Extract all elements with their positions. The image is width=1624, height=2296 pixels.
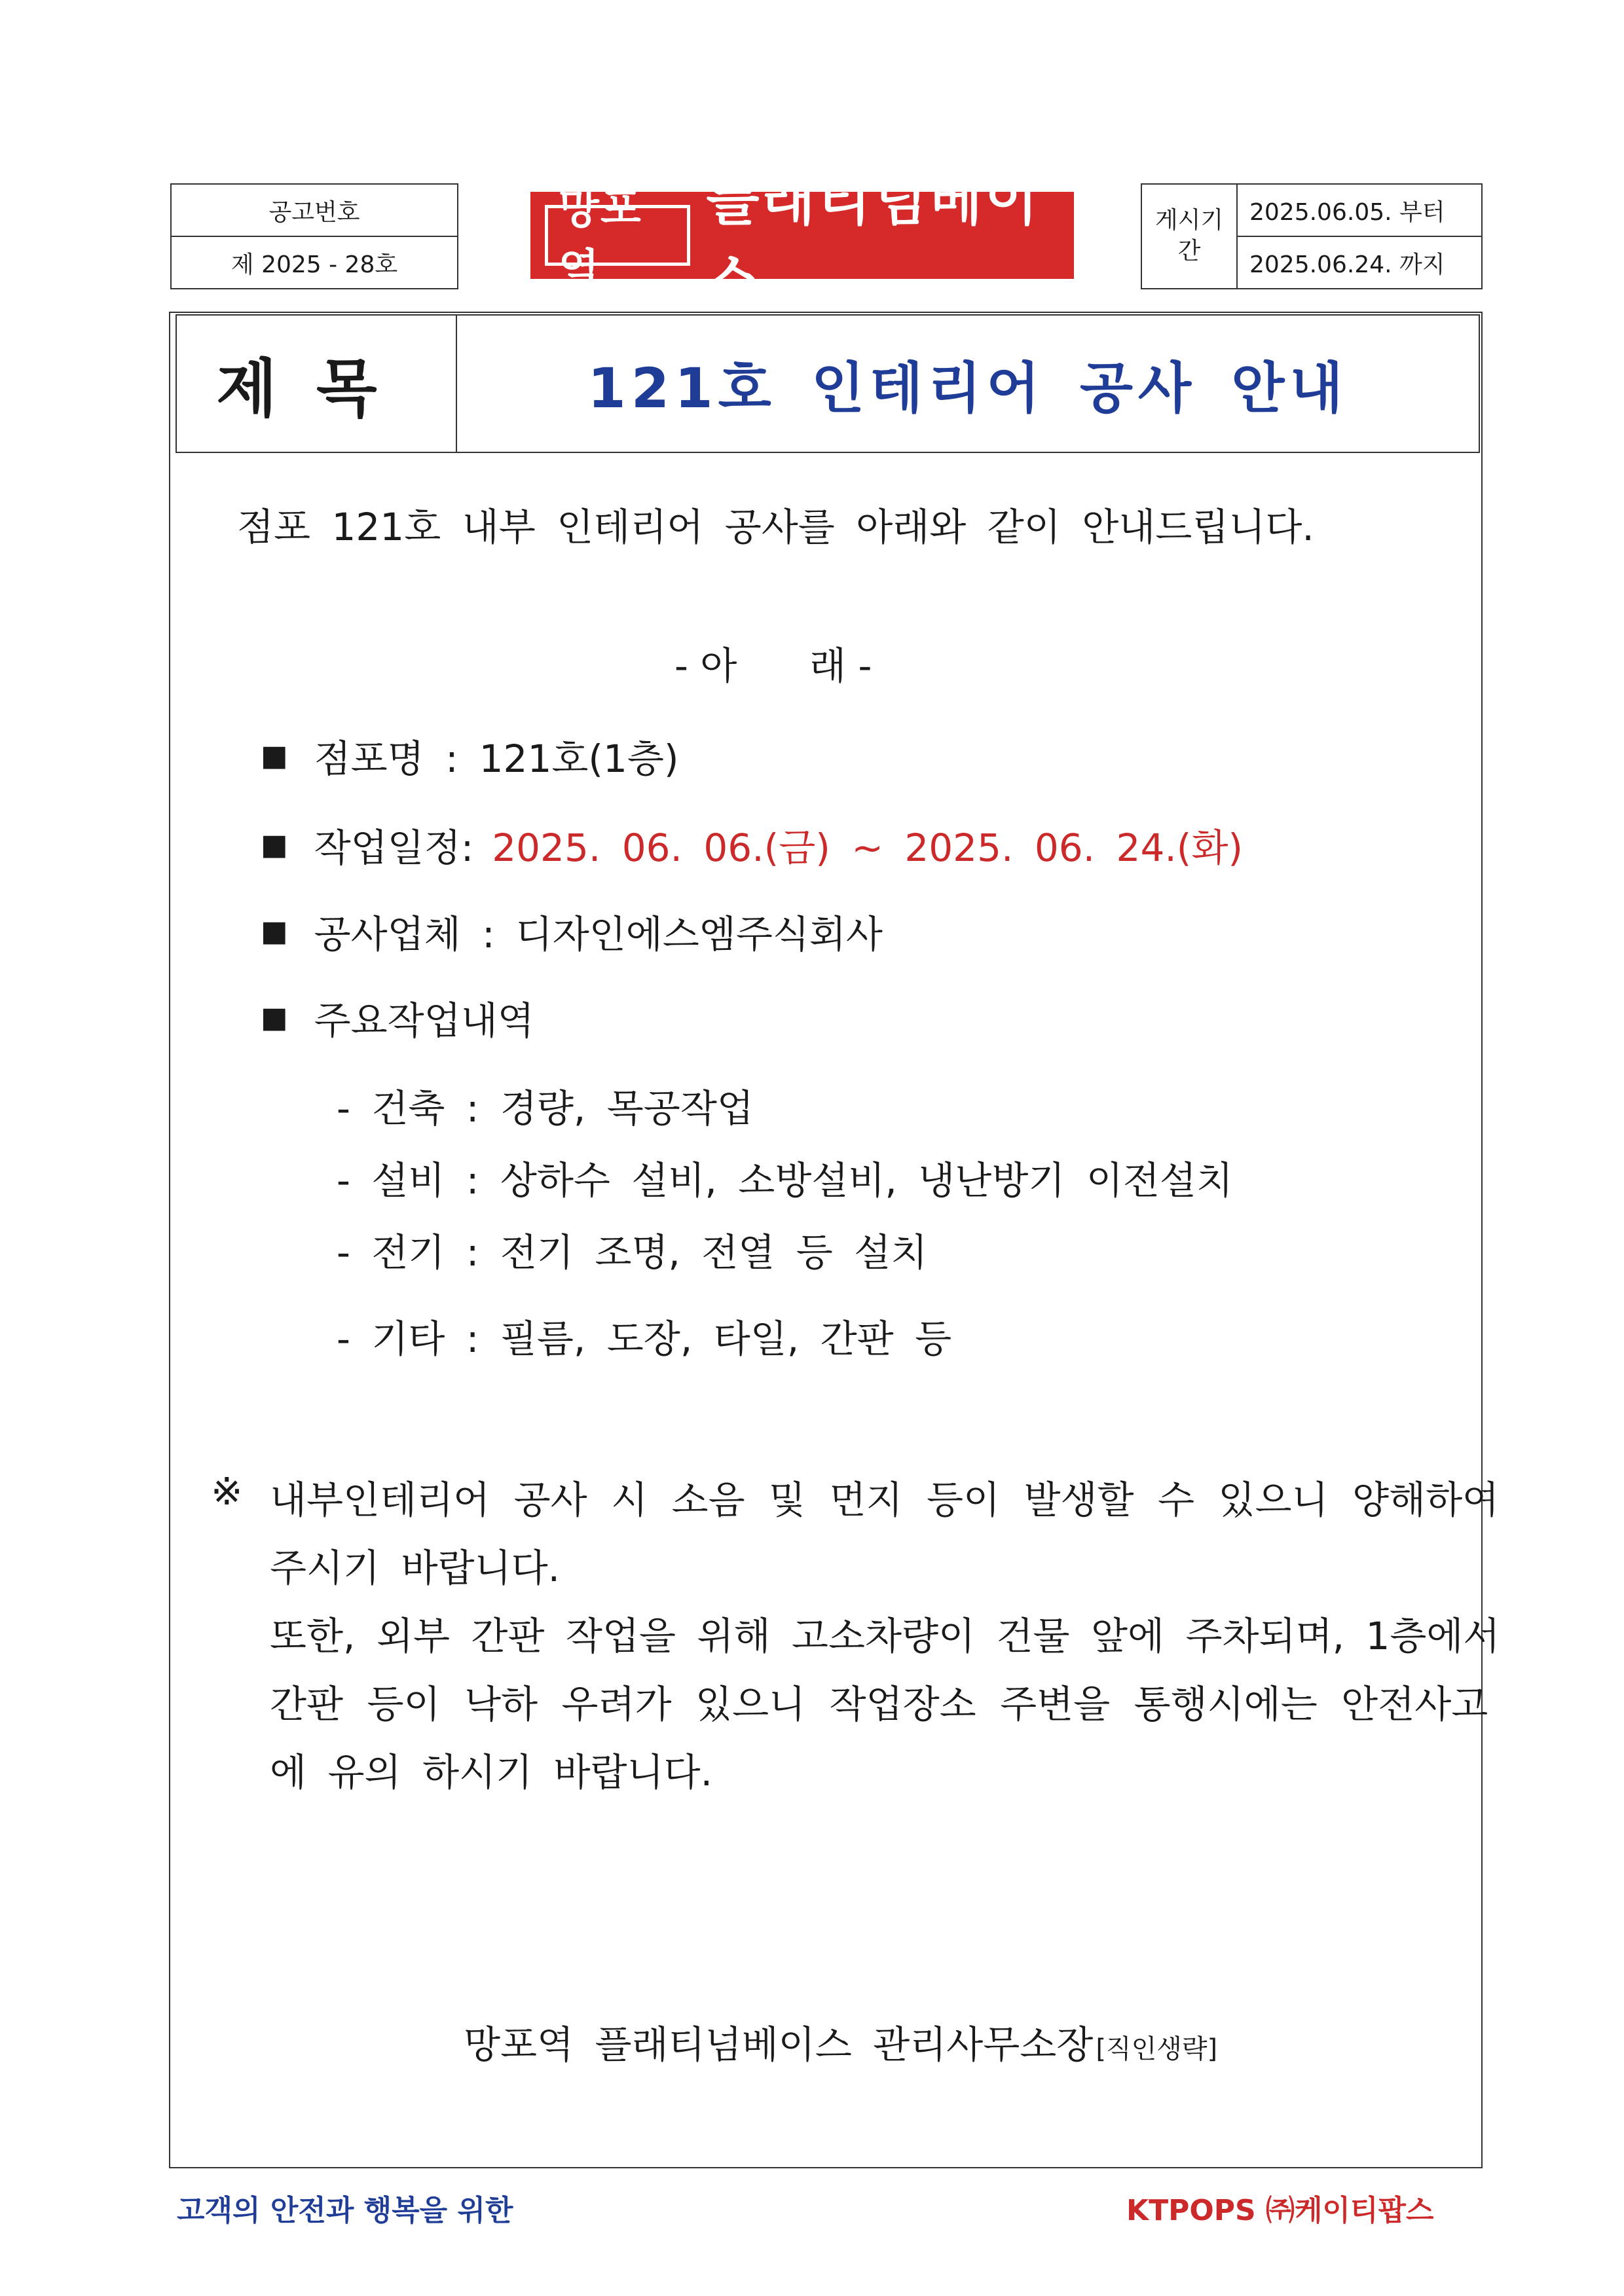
- period-start-text: 2025.06.05. 부터: [1249, 198, 1445, 226]
- below-marker: - 아 래 -: [674, 644, 872, 688]
- item-value: 121호(1층): [479, 737, 679, 781]
- footer-company: KTPOPS ㈜케이티팝스: [1126, 2194, 1434, 2227]
- page-title: 121호 인테리어 공사 안내: [587, 355, 1348, 420]
- intro-text: 점포 121호 내부 인테리어 공사를 아래와 같이 안내드립니다.: [237, 505, 1314, 549]
- period-end-text: 2025.06.24. 까지: [1249, 251, 1445, 278]
- list-item: [261, 728, 679, 783]
- list-item: [261, 990, 534, 1045]
- signature-text: 망포역 플래티넘베이스 관리사무소장: [464, 2022, 1094, 2067]
- notice-line: 간판 등이 낙하 우려가 있으니 작업장소 주변을 통행시에는 안전사고: [270, 1682, 1488, 1726]
- bullet-icon: ■: [261, 1000, 288, 1034]
- notice-line: 내부인테리어 공사 시 소음 및 먼지 등이 발생할 수 있으니 양해하여: [270, 1478, 1500, 1522]
- item-label: 공사업체 :: [314, 912, 495, 957]
- bullet-icon: ■: [261, 914, 288, 948]
- item-label: 점포명 :: [314, 737, 458, 781]
- brand-logo: [530, 168, 1074, 312]
- notice-number-value: [170, 236, 458, 289]
- sub-item-other: - 기타 : 필름, 도장, 타일, 간판 등: [337, 1317, 952, 1361]
- title-label: 제목: [216, 352, 416, 426]
- logo-building-name: 플래티넘베이스: [706, 168, 1041, 312]
- sub-item-facilities: - 설비 : 상하수 설비, 소방설비, 냉난방기 이전설치: [337, 1158, 1233, 1203]
- bullet-icon: ■: [261, 828, 288, 862]
- logo-station-name: 망포역: [545, 205, 690, 266]
- title-label-cell: [175, 314, 457, 453]
- posting-period-start: [1236, 183, 1483, 237]
- bullet-icon: ■: [261, 738, 288, 773]
- work-schedule-value: 2025. 06. 06.(금) ~ 2025. 06. 24.(화): [492, 826, 1244, 870]
- notice-line: 주시기 바랍니다.: [270, 1546, 561, 1590]
- notice-number-label-text: 공고번호: [268, 198, 360, 226]
- posting-period-label: [1141, 183, 1238, 289]
- title-text-cell: [456, 314, 1480, 453]
- footer-slogan: 고객의 안전과 행복을 위한: [177, 2194, 513, 2227]
- seal-omitted-note: [직인생략]: [1096, 2034, 1218, 2064]
- sub-item-electrical: - 전기 : 전기 조명, 전열 등 설치: [337, 1230, 928, 1275]
- signature: [464, 2014, 1217, 2069]
- period-label-line2: 간: [1177, 238, 1201, 264]
- notice-mark: ※: [211, 1469, 243, 1514]
- list-item: [261, 903, 883, 958]
- item-label: 작업일정:: [314, 826, 474, 870]
- notice-line: 에 유의 하시기 바랍니다.: [270, 1750, 713, 1795]
- item-label: 주요작업내역: [314, 998, 534, 1043]
- notice-number-label: [170, 183, 458, 237]
- posting-period-end: [1236, 236, 1483, 289]
- list-item: [261, 817, 1243, 872]
- sub-item-architecture: - 건축 : 경량, 목공작업: [337, 1086, 754, 1131]
- notice-line: 또한, 외부 간판 작업을 위해 고소차량이 건물 앞에 주차되며, 1층에서: [270, 1614, 1500, 1658]
- item-value: 디자인에스엠주식회사: [515, 912, 883, 957]
- period-label-line1: 게시기: [1154, 207, 1224, 234]
- notice-number-value-text: 제 2025 - 28호: [231, 251, 398, 278]
